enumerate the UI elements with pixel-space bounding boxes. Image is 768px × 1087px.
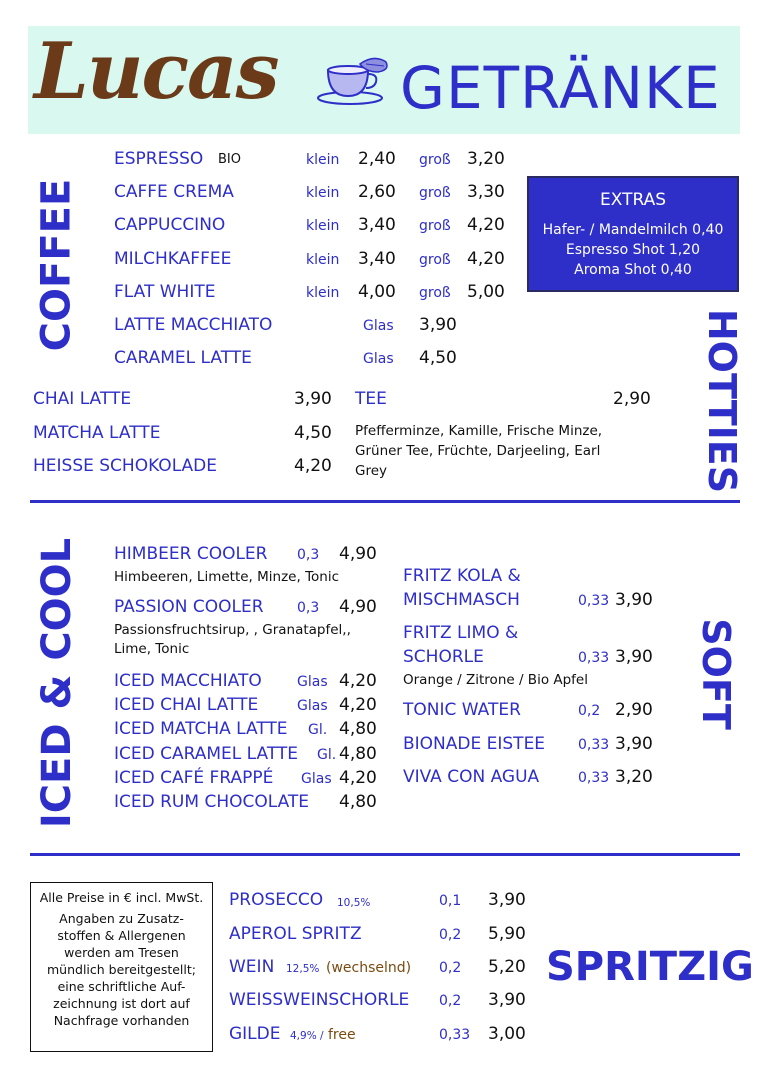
item-price: 3,20 [615, 767, 653, 787]
item-size: Glas [297, 698, 328, 714]
item-size: Glas [301, 771, 332, 787]
item-size: 0,1 [439, 893, 462, 909]
item-name: LATTE MACCHIATO [114, 315, 273, 335]
item-size: klein [306, 252, 340, 268]
item-note: 10,5% [337, 897, 371, 909]
item-size: 0,33 [578, 593, 610, 609]
item-size: 0,2 [578, 703, 601, 719]
item-price: 4,20 [467, 249, 505, 269]
item-name: ESPRESSO [114, 149, 204, 169]
item-size: klein [306, 218, 340, 234]
item-price: 3,90 [615, 647, 653, 667]
item-size: 0,2 [439, 927, 462, 943]
item-price: 3,90 [615, 590, 653, 610]
item-name: GILDE [229, 1024, 281, 1044]
hotties-section-title: HOTTIES [700, 308, 745, 494]
item-price: 4,20 [339, 695, 377, 715]
item-desc: Himbeeren, Limette, Minze, Tonic [114, 569, 340, 585]
coffee-cup-icon [314, 56, 392, 106]
item-desc: Passionsfruchtsirup, , Granatapfel,, [114, 622, 351, 638]
extras-line: Hafer- / Mandelmilch 0,40 [542, 222, 724, 238]
item-price: 4,90 [339, 597, 377, 617]
item-price: 3,20 [467, 149, 505, 169]
extras-line: Aroma Shot 0,40 [574, 262, 692, 278]
item-name: FLAT WHITE [114, 282, 216, 302]
item-size: 0,3 [297, 547, 320, 563]
item-price: 4,20 [294, 456, 332, 476]
item-name: FRITZ KOLA & [403, 566, 521, 586]
item-size: klein [306, 185, 340, 201]
item-name: CAPPUCCINO [114, 215, 226, 235]
item-size: groß [419, 152, 451, 168]
item-price: 3,40 [358, 215, 396, 235]
tee-desc: Pfefferminze, Kamille, Frische Minze, [355, 423, 603, 439]
item-price: 3,00 [488, 1024, 526, 1044]
item-name: ICED CAFÉ FRAPPÉ [114, 768, 274, 788]
item-extra: free [328, 1027, 356, 1043]
item-size: 0,33 [439, 1027, 471, 1043]
extras-box [527, 176, 739, 292]
item-name: CHAI LATTE [33, 389, 132, 409]
item-price: 4,50 [419, 348, 457, 368]
item-size: klein [306, 285, 340, 301]
item-price: 4,90 [339, 544, 377, 564]
section-divider [30, 500, 740, 503]
item-price: 2,60 [358, 182, 396, 202]
header-banner [28, 26, 740, 134]
item-name: HEISSE SCHOKOLADE [33, 456, 218, 476]
section-divider [30, 853, 740, 856]
notice-line: Angaben zu Zusatz- [59, 911, 184, 926]
item-price: 3,90 [294, 389, 332, 409]
item-name: VIVA CON AGUA [403, 767, 540, 787]
item-name: APEROL SPRITZ [229, 924, 362, 944]
item-price: 3,90 [615, 734, 653, 754]
item-price: 4,80 [339, 792, 377, 812]
item-size: 0,3 [297, 600, 320, 616]
item-price: 5,90 [488, 924, 526, 944]
item-desc: Orange / Zitrone / Bio Apfel [403, 672, 588, 688]
item-name: ICED MACCHIATO [114, 671, 262, 691]
item-name: CARAMEL LATTE [114, 348, 252, 368]
item-price: 2,90 [615, 700, 653, 720]
item-price: 3,90 [419, 315, 457, 335]
item-size: klein [306, 152, 340, 168]
notice-line: zeichnung ist dort auf [53, 996, 190, 1011]
item-price: 4,80 [339, 744, 377, 764]
item-size: Glas [363, 351, 394, 367]
item-price: 3,90 [488, 890, 526, 910]
spritzig-section-title: SPRITZIG [546, 944, 754, 990]
item-price: 4,20 [467, 215, 505, 235]
item-name: ICED RUM CHOCOLATE [114, 792, 310, 812]
item-size: Glas [297, 674, 328, 690]
item-price: 4,00 [358, 282, 396, 302]
item-name: TONIC WATER [403, 700, 521, 720]
tee-price: 2,90 [613, 389, 651, 409]
item-size: Glas [363, 318, 394, 334]
tee-desc: Grey [355, 463, 388, 479]
item-price: 5,20 [488, 957, 526, 977]
item-name: CAFFE CREMA [114, 182, 234, 202]
item-size: groß [419, 185, 451, 201]
item-name: MATCHA LATTE [33, 423, 161, 443]
item-extra: (wechselnd) [326, 960, 412, 976]
item-name: SCHORLE [403, 647, 484, 667]
item-desc: Lime, Tonic [114, 641, 190, 657]
item-tag: BIO [218, 152, 241, 167]
item-note: 4,9% / [290, 1030, 324, 1042]
item-size: groß [419, 218, 451, 234]
item-name: MISCHMASCH [403, 590, 520, 610]
extras-line: Espresso Shot 1,20 [565, 242, 701, 258]
item-price: 4,80 [339, 719, 377, 739]
item-size: 0,2 [439, 960, 462, 976]
tee-name: TEE [355, 389, 387, 409]
item-size: 0,2 [439, 993, 462, 1009]
item-price: 5,00 [467, 282, 505, 302]
notice-line: Alle Preise in € incl. MwSt. [39, 890, 204, 905]
page-title: GETRÄNKE [400, 54, 721, 122]
item-size: Gl. [308, 722, 328, 738]
item-name: ICED CARAMEL LATTE [114, 744, 299, 764]
item-name: HIMBEER COOLER [114, 544, 268, 564]
notice-line: stoffen & Allergenen [57, 928, 186, 943]
soft-section-title: SOFT [693, 618, 738, 730]
item-name: FRITZ LIMO & [403, 623, 519, 643]
item-price: 4,20 [339, 671, 377, 691]
item-name: ICED CHAI LATTE [114, 695, 259, 715]
price-notice-box [30, 882, 213, 1052]
iced-section-title: ICED & COOL [34, 537, 81, 829]
item-size: groß [419, 252, 451, 268]
item-price: 4,20 [339, 768, 377, 788]
item-size: groß [419, 285, 451, 301]
logo: Lucas [34, 26, 278, 117]
coffee-section-title: COFFEE [33, 178, 80, 352]
notice-line: mündlich bereitgestellt; [46, 962, 196, 977]
item-name: BIONADE EISTEE [403, 734, 546, 754]
notice-line: eine schriftliche Auf- [57, 979, 186, 994]
item-name: WEISSWEINSCHORLE [229, 990, 410, 1010]
item-name: PROSECCO [229, 890, 324, 910]
item-size: 0,33 [578, 770, 610, 786]
item-size: Gl. [317, 747, 337, 763]
notice-line: werden am Tresen [64, 945, 179, 960]
item-price: 3,40 [358, 249, 396, 269]
notice-line: Nachfrage vorhanden [53, 1013, 190, 1028]
item-price: 3,30 [467, 182, 505, 202]
item-name: ICED MATCHA LATTE [114, 719, 288, 739]
item-name: MILCHKAFFEE [114, 249, 232, 269]
item-price: 4,50 [294, 423, 332, 443]
item-price: 2,40 [358, 149, 396, 169]
item-note: 12,5% [286, 963, 320, 975]
item-name: PASSION COOLER [114, 597, 264, 617]
item-size: 0,33 [578, 737, 610, 753]
item-size: 0,33 [578, 650, 610, 666]
item-name: WEIN [229, 957, 275, 977]
extras-title: EXTRAS [599, 190, 667, 210]
item-price: 3,90 [488, 990, 526, 1010]
tee-desc: Grüner Tee, Früchte, Darjeeling, Earl [355, 443, 601, 459]
